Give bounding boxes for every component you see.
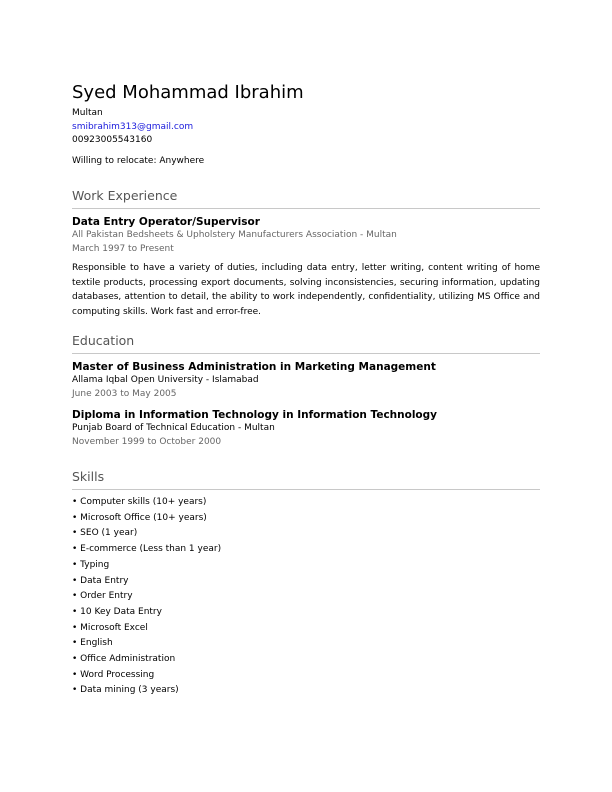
degree: Master of Business Administration in Marketing Management xyxy=(72,361,436,373)
education-dates: November 1999 to October 2000 xyxy=(72,436,222,447)
skill-item: • Typing xyxy=(72,558,540,574)
degree: Diploma in Information Technology in Information Technology xyxy=(72,409,438,421)
work-experience-section xyxy=(72,188,540,319)
education-entry xyxy=(72,360,540,401)
skill-item: • Data mining (3 years) xyxy=(72,683,540,699)
skill-item: • Microsoft Excel xyxy=(72,621,540,637)
skill-item: • Office Administration xyxy=(72,652,540,668)
school: Allama Iqbal Open University - Islamabad xyxy=(72,375,259,385)
skill-item: • Microsoft Office (10+ years) xyxy=(72,511,540,527)
skill-item: • E-commerce (Less than 1 year) xyxy=(72,542,540,558)
skill-item: • Order Entry xyxy=(72,589,540,605)
section-heading: Skills xyxy=(72,469,540,490)
skill-item: • SEO (1 year) xyxy=(72,526,540,542)
section-heading: Education xyxy=(72,333,540,354)
job-title: Data Entry Operator/Supervisor xyxy=(72,216,260,228)
relocate: Willing to relocate: Anywhere xyxy=(72,155,205,166)
skill-item: • Data Entry xyxy=(72,574,540,590)
skill-item: • English xyxy=(72,636,540,652)
job-org: All Pakistan Bedsheets & Upholstery Manufacturers Association - Multan xyxy=(72,230,397,240)
skill-item: • Word Processing xyxy=(72,668,540,684)
school: Punjab Board of Technical Education - Multan xyxy=(72,423,275,433)
job-dates: March 1997 to Present xyxy=(72,243,174,254)
section-heading: Work Experience xyxy=(72,188,540,209)
candidate-name: Syed Mohammad Ibrahim xyxy=(72,82,304,103)
location: Multan xyxy=(72,108,103,118)
education-dates: June 2003 to May 2005 xyxy=(72,388,177,399)
skills-list xyxy=(72,495,540,699)
education-section xyxy=(72,333,540,449)
contact-block xyxy=(72,107,540,168)
phone: 00923005543160 xyxy=(72,135,153,145)
job-entry xyxy=(72,215,540,319)
skill-item: • Computer skills (10+ years) xyxy=(72,495,540,511)
skill-item: • 10 Key Data Entry xyxy=(72,605,540,621)
skills-section xyxy=(72,469,540,699)
job-description: Responsible to have a variety of duties, including data entry, letter writing, content writing of home textile products, processing export documents, solving inconsistencies, securing information, updating databases, attention to detail, the ability to work independently, confidentiality, utilizing MS Office and computing skills. Work fast and error-free. xyxy=(72,263,540,317)
email-link[interactable]: smibrahim313@gmail.com xyxy=(72,121,194,132)
education-entry xyxy=(72,408,540,449)
